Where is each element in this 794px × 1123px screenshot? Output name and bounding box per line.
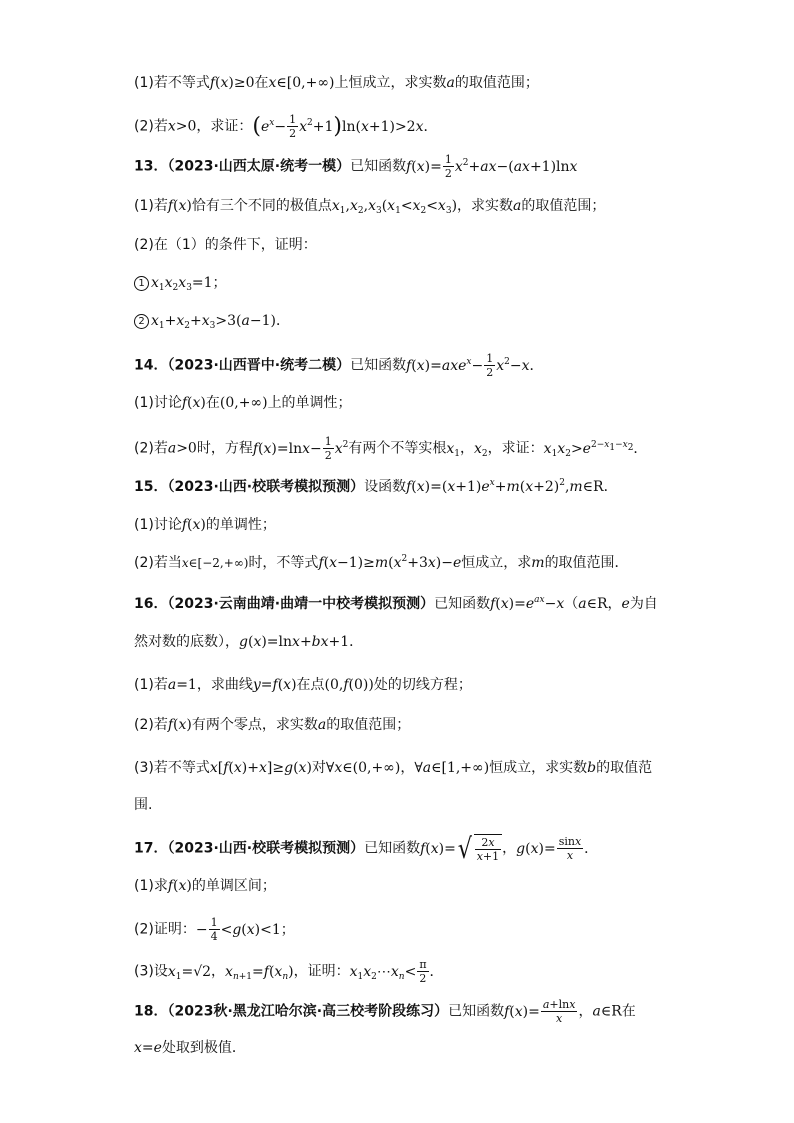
text: ，求实数 xyxy=(457,198,514,214)
text: （ xyxy=(564,596,579,612)
text: 的取值范 xyxy=(596,760,653,776)
q17-part3: (3)设$x_1=√2$，$x_{n+1}=f(x_n)$，证明：$x_1x_2\cdots x_n<$ $\frac{\pi}{2}$ ． xyxy=(134,958,444,985)
question-number: 14．（2023·山西晋中·统考二模） xyxy=(134,357,351,374)
text: 处取到极值． xyxy=(161,1040,246,1056)
q16-stem-line2: 然对数的底数），g(x)=lnx+bx+1． xyxy=(134,634,364,650)
q17-part1: (1)求f(x)的单调区间； xyxy=(134,878,276,894)
text: ， xyxy=(400,760,415,776)
text: 上的单调性； xyxy=(267,395,352,411)
q16-part3: (3)若不等式x[f(x)+x]≥g(x)对∀x∈(0,+∞)，∀a∈[1,+∞)恒成立，求实数b的取值范 xyxy=(134,760,653,776)
text: ，求证： xyxy=(196,118,253,135)
q16-part1: (1)若a=1，求曲线y=f(x)在点(0,f(0))处的切线方程； xyxy=(134,677,472,693)
text: ，求证： xyxy=(487,440,544,457)
text: (3)设 xyxy=(134,963,168,980)
q12-part1: (1)若不等式f(x)≥0在x∈[0,+∞)上恒成立，求实数a的取值范围； xyxy=(134,75,539,91)
text: 已知函数 xyxy=(448,1003,505,1020)
text: 围. xyxy=(134,797,153,813)
text: 上恒成立，求实数 xyxy=(334,75,447,91)
q15-part1: (1)讨论f(x)的单调性； xyxy=(134,517,276,533)
text: 为自 xyxy=(629,596,658,612)
q16-part2: (2)若f(x)有两个零点，求实数a的取值范围； xyxy=(134,717,411,733)
text: 有两个零点，求实数 xyxy=(191,717,318,733)
text: (2)若 xyxy=(134,440,168,457)
text: (2)若当 xyxy=(134,555,182,571)
q14-part2: (2)若a>0时，方程f(x)=lnx− $\frac{1}{2}$ $x^2$有两个不等实根$x_1$，$x_2$，求证：$x_1x_2>e^{2-x_1-x_2}$． xyxy=(134,435,648,462)
q14-part1: (1)讨论f(x)在(0,+∞)上的单调性； xyxy=(134,395,352,411)
q18-stem: 18．（2023秋·黑龙江哈尔滨·高三校考阶段练习）已知函数f(x)= $\frac{a+\ln x}{x}$ ，a∈R在 xyxy=(134,998,636,1025)
q14-stem: 14．（2023·山西晋中·统考二模）已知函数f(x)=axe$^x$− $\frac{1}{2}$ $x^2-x$． xyxy=(134,352,544,379)
text: 的单调区间； xyxy=(191,878,276,894)
text: (1)若不等式 xyxy=(134,75,210,91)
question-number: 16．（2023·云南曲靖·曲靖一中校考模拟预测） xyxy=(134,596,435,612)
q15-part2: (2)若当x∈[−2,+∞)时，不等式$f(x-1)\ge m(x^2+3x)-e$恒成立，求m的取值范围． xyxy=(134,554,629,571)
circled-number: 1 xyxy=(134,276,149,291)
text: 然对数的底数）， xyxy=(134,634,239,650)
text: ，证明： xyxy=(293,963,350,980)
text: 恒成立，求 xyxy=(461,555,532,571)
text: (2)若 xyxy=(134,118,168,135)
text: (3)若不等式 xyxy=(134,760,210,776)
text: 在 xyxy=(254,75,269,91)
question-number: 15．（2023·山西·校联考模拟预测） xyxy=(134,479,365,495)
text: 的单调性； xyxy=(205,517,276,533)
text: 的取值范围； xyxy=(521,198,606,214)
q18-stem-line2: x=e处取到极值． xyxy=(134,1040,246,1056)
question-number: 18．（2023秋·黑龙江哈尔滨·高三校考阶段练习） xyxy=(134,1003,449,1020)
q12-part2: (2)若x>0，求证：($e^x-$ $\frac{1}{2}$ $x^2+1)\ln(x+1)>2x$． xyxy=(134,113,438,140)
question-number: 17．（2023·山西·校联考模拟预测） xyxy=(134,840,365,857)
text: (2)证明： xyxy=(134,921,196,938)
text: 有两个不等实根 xyxy=(348,440,447,457)
text: (2)若 xyxy=(134,717,168,733)
q13-item2: 2 $x_1+x_2+x_3>3(a-1)$． xyxy=(134,311,290,331)
q17-stem: 17．（2023·山西·校联考模拟预测）已知函数f(x)=√ $\frac{2x}{x+1}$ ，g(x)= $\frac{\sin x}{x}$ ． xyxy=(134,831,599,865)
text: 已知函数 xyxy=(364,840,421,857)
q13-item1: 1 $x_1x_2x_3=1$； xyxy=(134,273,227,293)
text: (1)若 xyxy=(134,198,168,214)
q15-stem: 15．（2023·山西·校联考模拟预测）设函数$f(x)=(x+1)e^x+m(x+2)^2,m\in R$． xyxy=(134,478,618,495)
text: (2)在（1）的条件下，证明： xyxy=(134,237,317,253)
text: 对 xyxy=(311,760,326,776)
text: 的取值范围； xyxy=(454,75,539,91)
text: (1)求 xyxy=(134,878,168,894)
text: 已知函数 xyxy=(350,357,407,374)
q13-stem: 13．（2023·山西太原·统考一模）已知函数f(x)= $\frac{1}{2}$ $x^2+ax-(ax+1)\ln x$ xyxy=(134,153,578,180)
text: 的取值范围． xyxy=(544,555,629,571)
text: ， xyxy=(607,596,622,612)
text: 时，方程 xyxy=(196,440,253,457)
q16-part3-line2 xyxy=(134,795,152,815)
text: ， xyxy=(578,1003,593,1020)
text: 时，不等式 xyxy=(248,555,319,571)
text: 设函数 xyxy=(364,479,407,495)
q17-part2: (2)证明：− $\frac{1}{4}$ <g(x)<1； xyxy=(134,916,295,943)
q13-part2 xyxy=(134,235,317,255)
text: (1)讨论 xyxy=(134,395,182,411)
q13-part1: (1)若f(x)恰有三个不同的极值点$x_1,x_2,x_3(x_1<x_2<x_3)$，求实数a的取值范围； xyxy=(134,198,606,216)
text: 的取值范围； xyxy=(326,717,411,733)
text: (1)若 xyxy=(134,677,168,693)
text: 已知函数 xyxy=(350,158,407,175)
text: 在 xyxy=(621,1003,636,1020)
text: 在点 xyxy=(296,677,325,693)
text: 处的切线方程； xyxy=(373,677,472,693)
circled-number: 2 xyxy=(134,314,149,329)
text: 恰有三个不同的极值点 xyxy=(191,198,332,214)
text: 在 xyxy=(205,395,220,411)
text: ，求曲线 xyxy=(196,677,253,693)
q16-stem: 16．（2023·云南曲靖·曲靖一中校考模拟预测）已知函数$f(x)=e^{ax}-x(a\in R$，e为自 xyxy=(134,595,658,612)
text: (1)讨论 xyxy=(134,517,182,533)
text: 已知函数 xyxy=(434,596,491,612)
text: 恒成立，求实数 xyxy=(489,760,588,776)
question-number: 13．（2023·山西太原·统考一模） xyxy=(134,158,351,175)
